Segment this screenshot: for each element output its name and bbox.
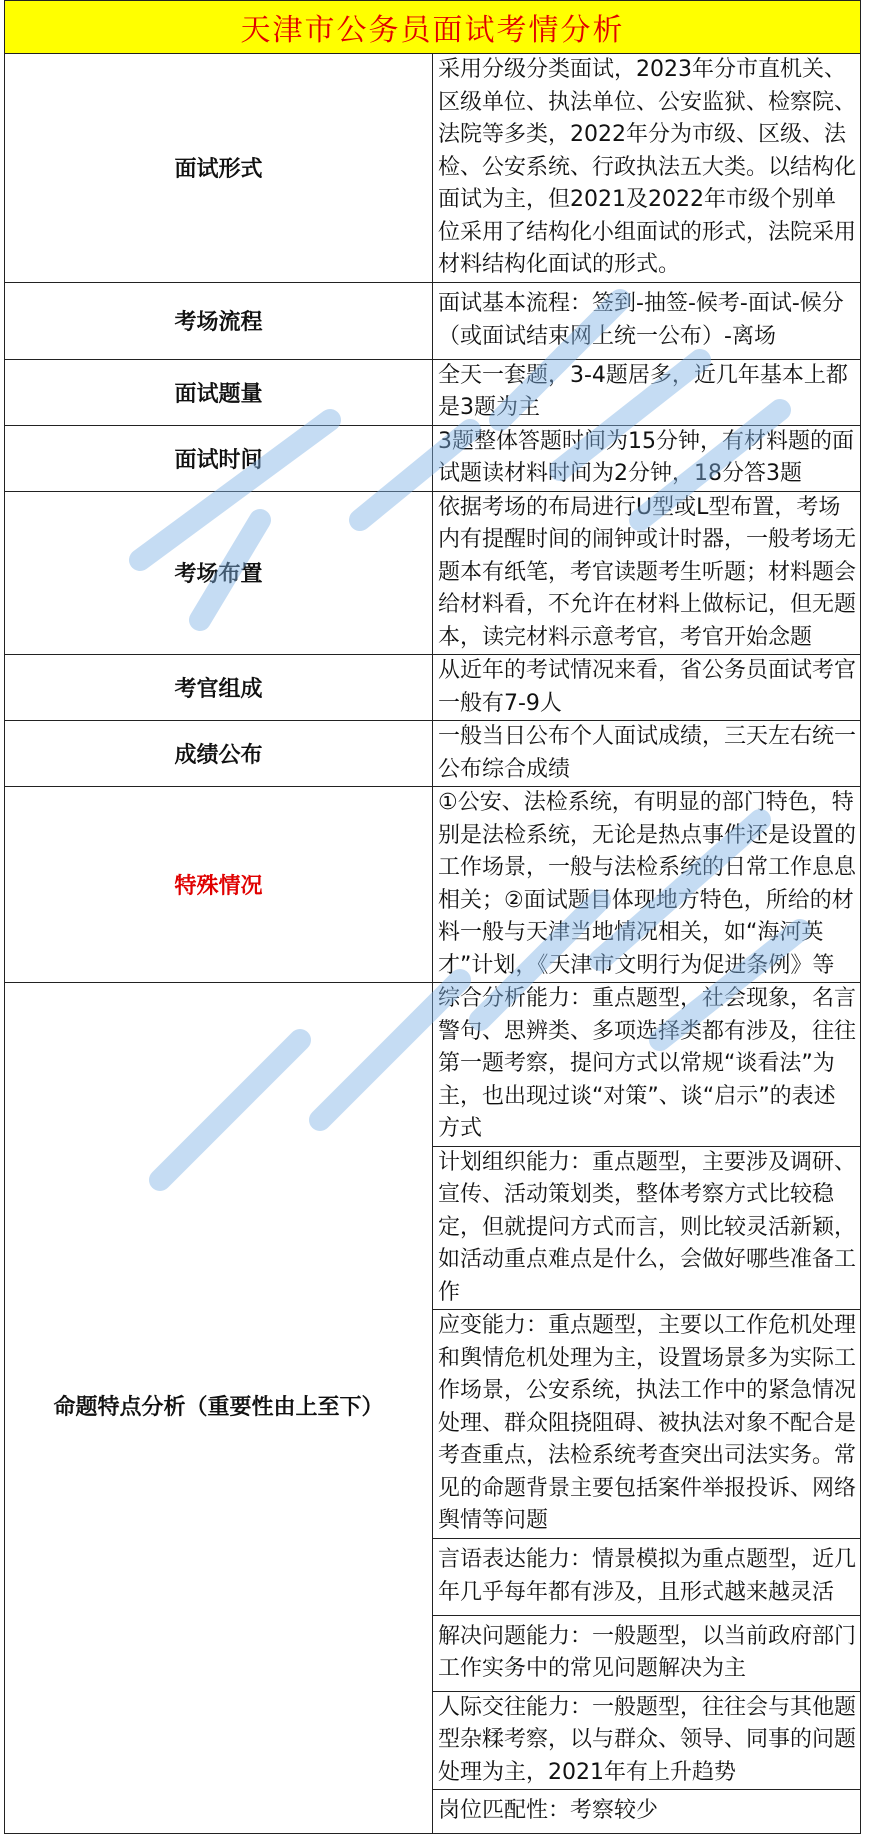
cell-room-layout: 依据考场的布局进行U型或L型布置，考场内有提醒时间的闹钟或计时器，一般考场无题本有纸笔，考官读题考生听题；材料题会给材料看，不允许在材料上做标记，但无题本，读完材料示意考官，考官开始念题 <box>433 491 861 655</box>
cell-interview-form: 采用分级分类面试，2023年分市直机关、区级单位、执法单位、公安监狱、检察院、法院等多类，2022年分为市级、区级、法检、公安系统、行政执法五大类。以结构化面试为主，但2021及2022年市级个别单位采用了结构化小组面试的形式，法院采用材料结构化面试的形式。 <box>433 54 861 283</box>
label-question-count: 面试题量 <box>5 359 433 425</box>
label-interview-form: 面试形式 <box>5 54 433 283</box>
cell-score-release: 一般当日公布个人面试成绩，三天左右统一公布综合成绩 <box>433 721 861 787</box>
analysis-item-problem-solving: 解决问题能力：一般题型，以当前政府部门工作实务中的常见问题解决为主 <box>433 1615 861 1691</box>
label-question-analysis: 命题特点分析（重要性由上至下） <box>5 983 433 1834</box>
analysis-item-planning: 计划组织能力：重点题型，主要涉及调研、宣传、活动策划类，整体考察方式比较稳定，但就提问方式而言，则比较灵活新颖，如活动重点难点是什么，会做好哪些准备工作 <box>433 1146 861 1310</box>
analysis-item-contingency: 应变能力：重点题型，主要以工作危机处理和舆情危机处理为主，设置场景多为实际工作场景，公安系统，执法工作中的紧急情况处理、群众阻挠阻碍、被执法对象不配合是考查重点，法检系统考查突出司法实务。常见的命题背景主要包括案件举报投诉、网络舆情等问题 <box>433 1310 861 1539</box>
label-special-cases: 特殊情况 <box>5 787 433 983</box>
sheet-title: 天津市公务员面试考情分析 <box>5 1 861 54</box>
cell-special-cases: ①公安、法检系统，有明显的部门特色，特别是法检系统，无论是热点事件还是设置的工作场景，一般与法检系统的日常工作息息相关；②面试题目体现地方特色，所给的材料一般与天津当地情况相关，如“海河英才”计划，《天津市文明行为促进条例》等 <box>433 787 861 983</box>
analysis-table <box>4 0 861 1834</box>
label-examiners: 考官组成 <box>5 655 433 721</box>
analysis-item-interpersonal: 人际交往能力：一般题型，往往会与其他题型杂糅考察，以与群众、领导、同事的问题处理为主，2021年有上升趋势 <box>433 1691 861 1790</box>
cell-question-count: 全天一套题，3-4题居多，近几年基本上都是3题为主 <box>433 359 861 425</box>
analysis-item-verbal: 言语表达能力：情景模拟为重点题型，近几年几乎每年都有涉及，且形式越来越灵活 <box>433 1538 861 1615</box>
cell-examiners: 从近年的考试情况来看，省公务员面试考官一般有7-9人 <box>433 655 861 721</box>
label-room-layout: 考场布置 <box>5 491 433 655</box>
label-interview-time: 面试时间 <box>5 425 433 491</box>
analysis-item-comprehensive: 综合分析能力：重点题型，社会现象，名言警句、思辨类、多项选择类都有涉及，往往第一题考察，提问方式以常规“谈看法”为主，也出现过谈“对策”、谈“启示”的表述方式 <box>433 983 861 1147</box>
cell-exam-process: 面试基本流程：签到-抽签-候考-面试-候分（或面试结束网上统一公布）-离场 <box>433 282 861 359</box>
analysis-sheet <box>4 0 861 1834</box>
label-score-release: 成绩公布 <box>5 721 433 787</box>
analysis-item-job-fit: 岗位匹配性：考察较少 <box>433 1790 861 1834</box>
cell-interview-time: 3题整体答题时间为15分钟，有材料题的面试题读材料时间为2分钟，18分答3题 <box>433 425 861 491</box>
label-exam-process: 考场流程 <box>5 282 433 359</box>
